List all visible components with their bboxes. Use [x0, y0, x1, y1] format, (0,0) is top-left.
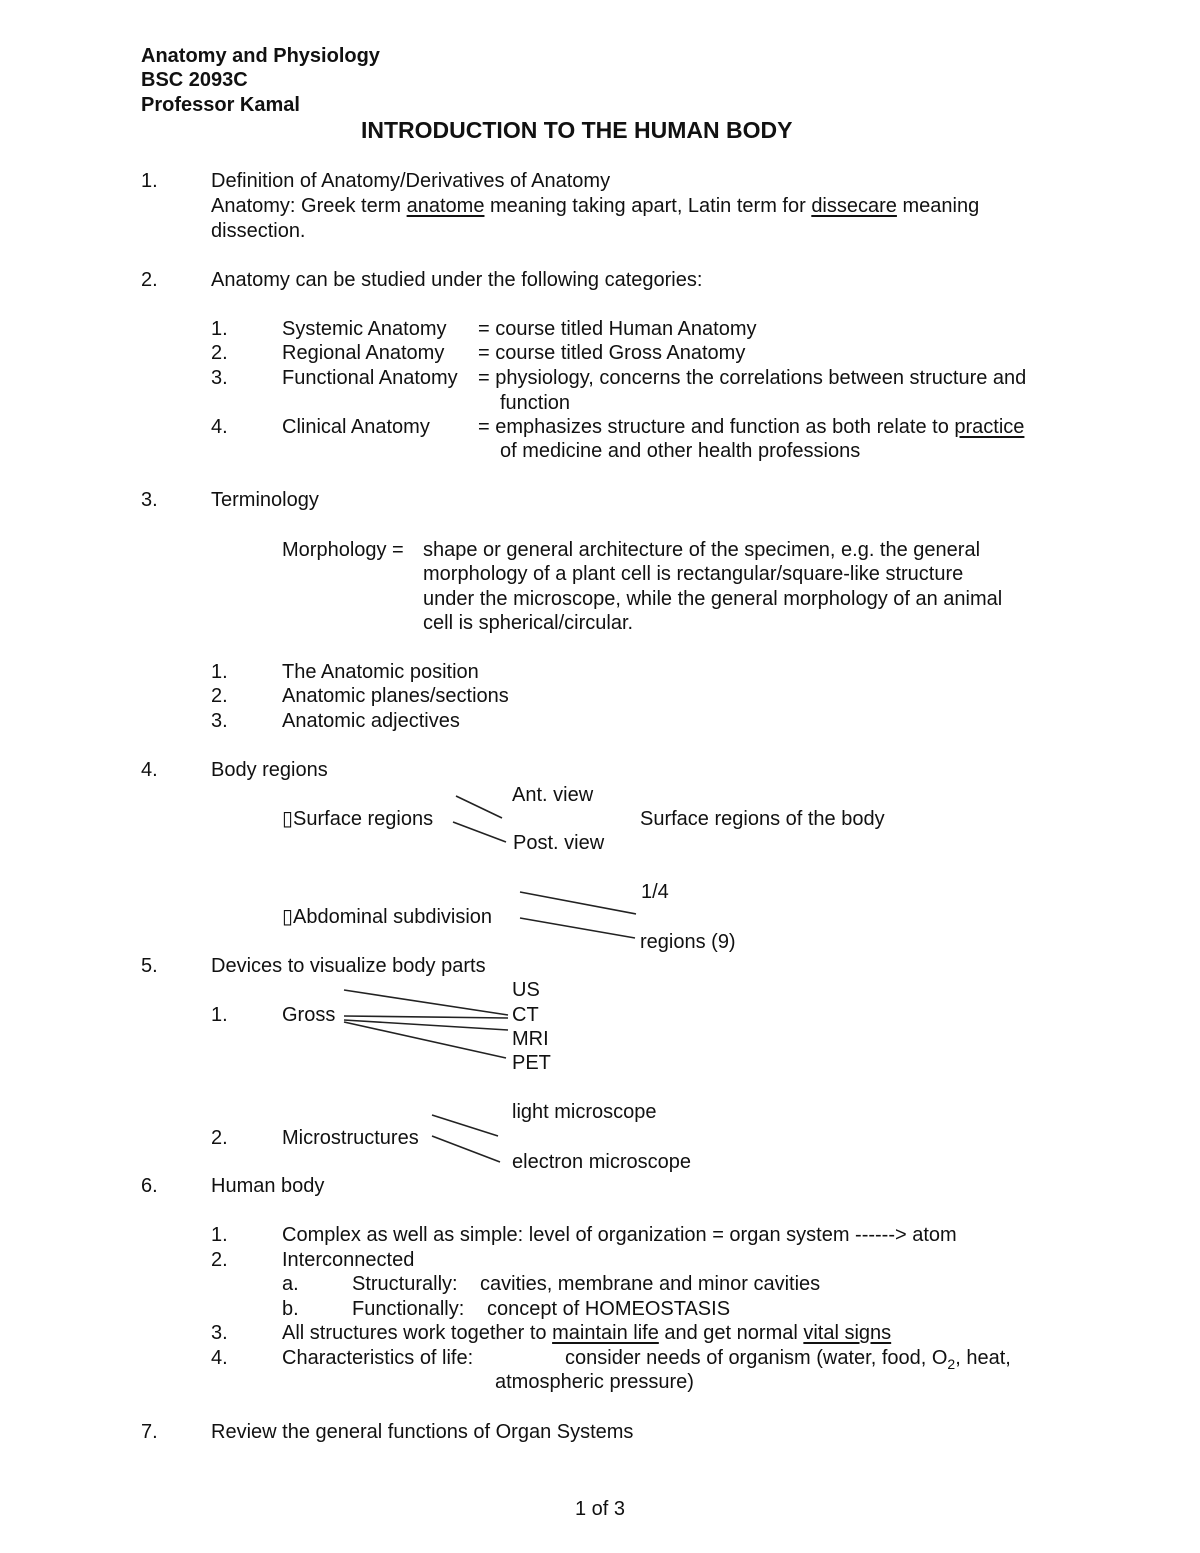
box-bullet-icon: ▯ — [282, 906, 294, 928]
category-1-number: 1. — [211, 318, 228, 340]
section-3-heading: Terminology — [211, 489, 319, 511]
terminology-3-number: 3. — [211, 710, 228, 732]
regions-nine-label: regions (9) — [640, 931, 736, 953]
terminology-2-text: Anatomic planes/sections — [282, 685, 509, 707]
abdominal-subdivision-label: ▯Abdominal subdivision — [282, 906, 493, 928]
device-mri: MRI — [512, 1028, 549, 1050]
device-pet: PET — [512, 1052, 551, 1074]
device-ct: CT — [512, 1004, 539, 1026]
terminology-2-number: 2. — [211, 685, 228, 707]
category-3-definition-cont: function — [500, 392, 571, 414]
section-2-number: 2. — [141, 269, 158, 291]
morphology-line-3: under the microscope, while the general morphology of an animal — [423, 588, 1003, 610]
quarter-label: 1/4 — [641, 881, 669, 903]
connector-gross-mri — [344, 1020, 508, 1030]
connector-surface-post — [453, 822, 506, 842]
page-number: 1 of 3 — [575, 1498, 626, 1520]
section-6-heading: Human body — [211, 1175, 325, 1197]
sub-b-label: Functionally: — [352, 1298, 465, 1320]
category-2-number: 2. — [211, 342, 228, 364]
connector-micro-light — [432, 1115, 498, 1136]
sub-b-text: concept of HOMEOSTASIS — [487, 1298, 731, 1320]
sub-a-label: Structurally: — [352, 1273, 458, 1295]
section-1-heading: Definition of Anatomy/Derivatives of Anatomy — [211, 170, 611, 192]
terminology-3-text: Anatomic adjectives — [282, 710, 460, 732]
section-2-heading: Anatomy can be studied under the following categories: — [211, 269, 703, 291]
section-4-heading: Body regions — [211, 759, 328, 781]
category-4-definition-cont: of medicine and other health professions — [500, 440, 861, 462]
electron-microscope-label: electron microscope — [512, 1151, 691, 1173]
surface-regions-description: Surface regions of the body — [640, 808, 885, 830]
section-7-number: 7. — [141, 1421, 158, 1443]
section-7-heading: Review the general functions of Organ Systems — [211, 1421, 634, 1443]
human-body-3-number: 3. — [211, 1322, 228, 1344]
morphology-label: Morphology = — [282, 539, 404, 561]
terminology-1-number: 1. — [211, 661, 228, 683]
page-title: INTRODUCTION TO THE HUMAN BODY — [361, 117, 793, 143]
category-3-definition: = physiology, concerns the correlations between structure and — [478, 367, 1027, 389]
category-2-name: Regional Anatomy — [282, 342, 445, 364]
connector-micro-electron — [432, 1136, 500, 1162]
section-3-number: 3. — [141, 489, 158, 511]
human-body-1-text: Complex as well as simple: level of organization = organ system ------> atom — [282, 1224, 957, 1246]
morphology-line-2: morphology of a plant cell is rectangular/square-like structure — [423, 563, 964, 585]
sub-b-letter: b. — [282, 1298, 299, 1320]
category-4-number: 4. — [211, 416, 228, 438]
connector-gross-pet — [344, 1022, 506, 1058]
human-body-2-text: Interconnected — [282, 1249, 415, 1271]
human-body-4-number: 4. — [211, 1347, 228, 1369]
connector-gross-ct — [344, 1016, 508, 1018]
human-body-4-label: Characteristics of life: — [282, 1347, 474, 1369]
course-code: BSC 2093C — [141, 69, 248, 91]
category-1-name: Systemic Anatomy — [282, 318, 447, 340]
human-body-1-number: 1. — [211, 1224, 228, 1246]
morphology-line-1: shape or general architecture of the specimen, e.g. the general — [423, 539, 981, 561]
section-5-number: 5. — [141, 955, 158, 977]
category-4-name: Clinical Anatomy — [282, 416, 430, 438]
terminology-1-text: The Anatomic position — [282, 661, 479, 683]
connector-abdominal-quarter — [520, 892, 636, 914]
ant-view-label: Ant. view — [512, 784, 594, 806]
microstructures-number: 2. — [211, 1127, 228, 1149]
surface-regions-label: ▯Surface regions — [282, 808, 434, 830]
gross-number: 1. — [211, 1004, 228, 1026]
connector-surface-ant — [456, 796, 502, 818]
course-name: Anatomy and Physiology — [141, 45, 380, 67]
human-body-4-text: consider needs of organism (water, food, $O_2$, heat, — [565, 1347, 1011, 1372]
sub-a-text: cavities, membrane and minor cavities — [480, 1273, 821, 1295]
human-body-2-number: 2. — [211, 1249, 228, 1271]
section-1-definition-cont: dissection. — [211, 220, 306, 242]
section-1-number: 1. — [141, 170, 158, 192]
professor-name: Professor Kamal — [141, 94, 300, 116]
section-5-heading: Devices to visualize body parts — [211, 955, 486, 977]
category-4-definition: = emphasizes structure and function as both relate to practice — [478, 416, 1025, 438]
morphology-line-4: cell is spherical/circular. — [423, 612, 634, 634]
category-3-name: Functional Anatomy — [282, 367, 458, 389]
human-body-3-text: All structures work together to maintain life and get normal vital signs — [282, 1322, 892, 1344]
device-us: US — [512, 979, 540, 1001]
section-6-number: 6. — [141, 1175, 158, 1197]
category-2-definition: = course titled Gross Anatomy — [478, 342, 746, 364]
sub-a-letter: a. — [282, 1273, 299, 1295]
gross-label: Gross — [282, 1004, 336, 1026]
connector-abdominal-regions — [520, 918, 635, 938]
category-1-definition: = course titled Human Anatomy — [478, 318, 757, 340]
box-bullet-icon: ▯ — [282, 808, 294, 830]
section-4-number: 4. — [141, 759, 158, 781]
section-1-definition: Anatomy: Greek term anatome meaning taking apart, Latin term for dissecare meaning — [211, 195, 980, 217]
microstructures-label: Microstructures — [282, 1127, 419, 1149]
human-body-4-text-cont: atmospheric pressure) — [495, 1371, 694, 1393]
category-3-number: 3. — [211, 367, 228, 389]
post-view-label: Post. view — [513, 832, 605, 854]
connector-gross-us — [344, 990, 508, 1015]
light-microscope-label: light microscope — [512, 1101, 657, 1123]
